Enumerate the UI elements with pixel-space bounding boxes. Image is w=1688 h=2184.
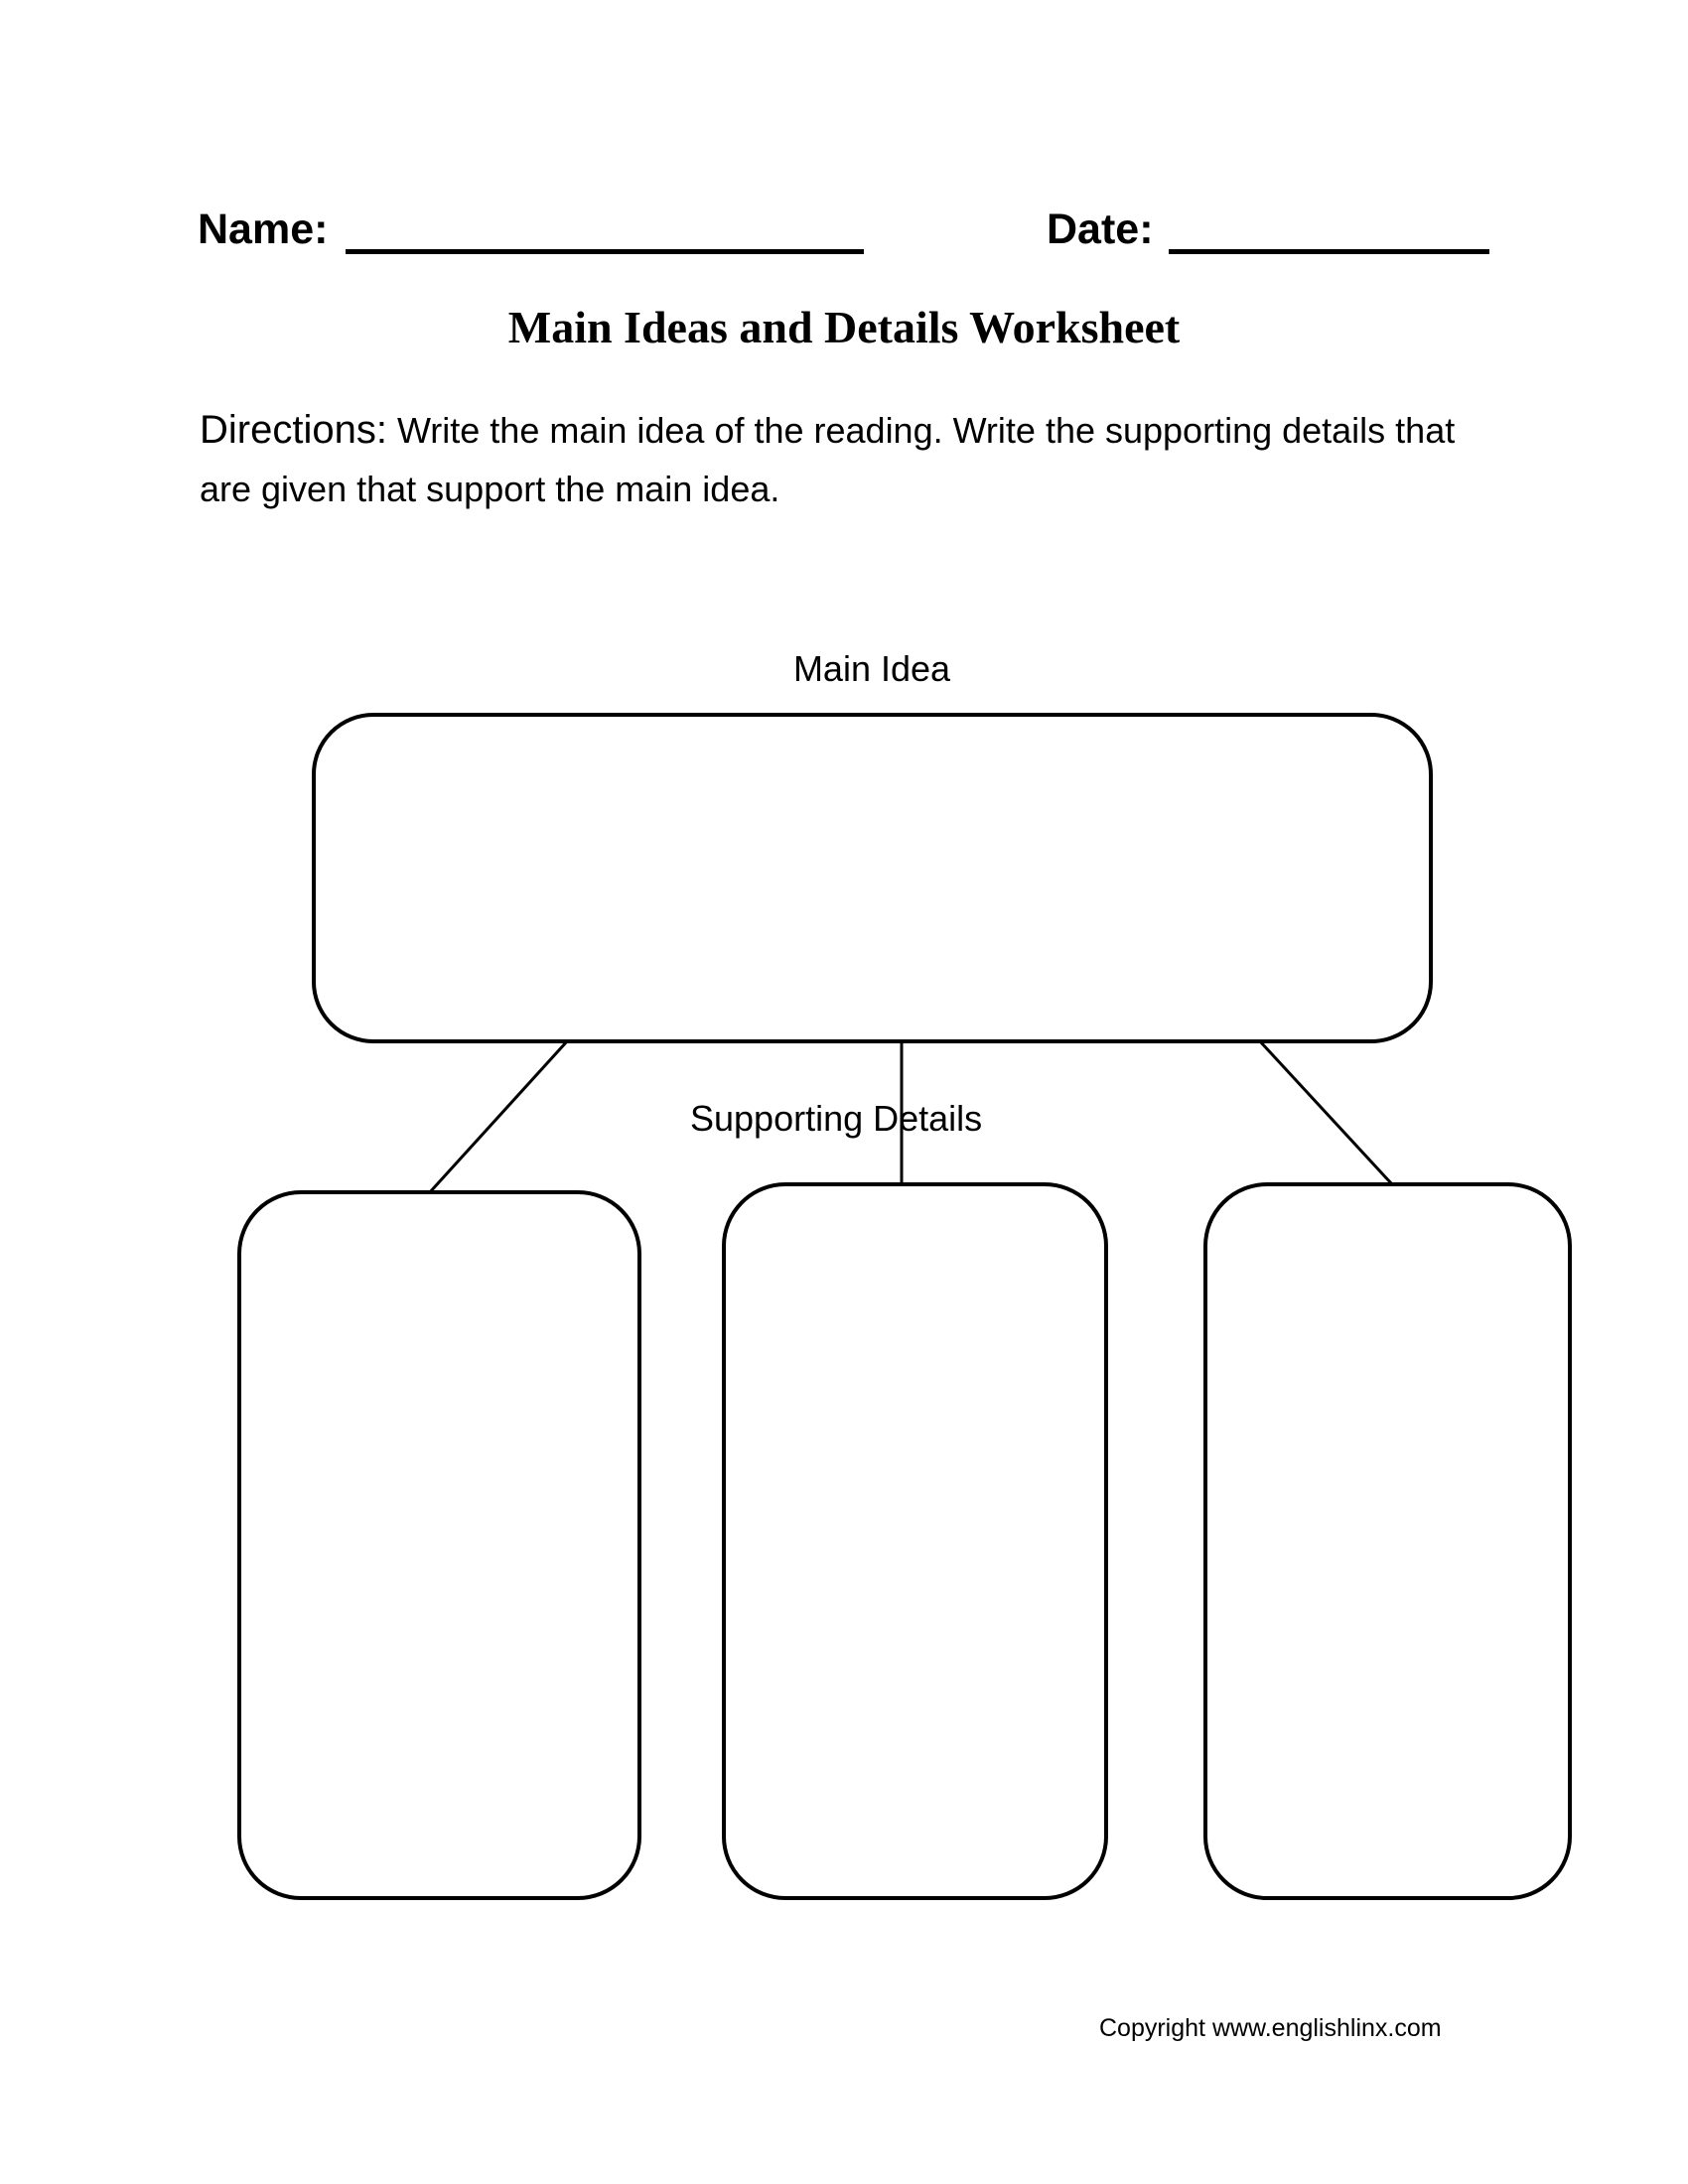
copyright-text: Copyright www.englishlinx.com: [1099, 2014, 1442, 2042]
detail-box-2[interactable]: [722, 1182, 1108, 1900]
directions: [200, 401, 1490, 518]
main-idea-box[interactable]: [312, 713, 1433, 1043]
main-idea-label: Main Idea: [792, 648, 951, 689]
connector-right: [1260, 1041, 1392, 1184]
date-label: Date:: [1047, 205, 1154, 253]
directions-text: Write the main idea of the reading. Write the supporting details that are given that support the main idea.: [200, 410, 1456, 509]
page-title: Main Ideas and Details Worksheet: [507, 302, 1181, 352]
directions-lead: Directions:: [200, 408, 387, 452]
date-field[interactable]: [1169, 249, 1489, 254]
name-field[interactable]: [346, 249, 864, 254]
supporting-details-label: Supporting Details: [690, 1098, 983, 1139]
connector-left: [429, 1041, 567, 1193]
detail-box-1[interactable]: [237, 1190, 641, 1900]
detail-box-3[interactable]: [1203, 1182, 1572, 1900]
name-label: Name:: [198, 205, 329, 253]
